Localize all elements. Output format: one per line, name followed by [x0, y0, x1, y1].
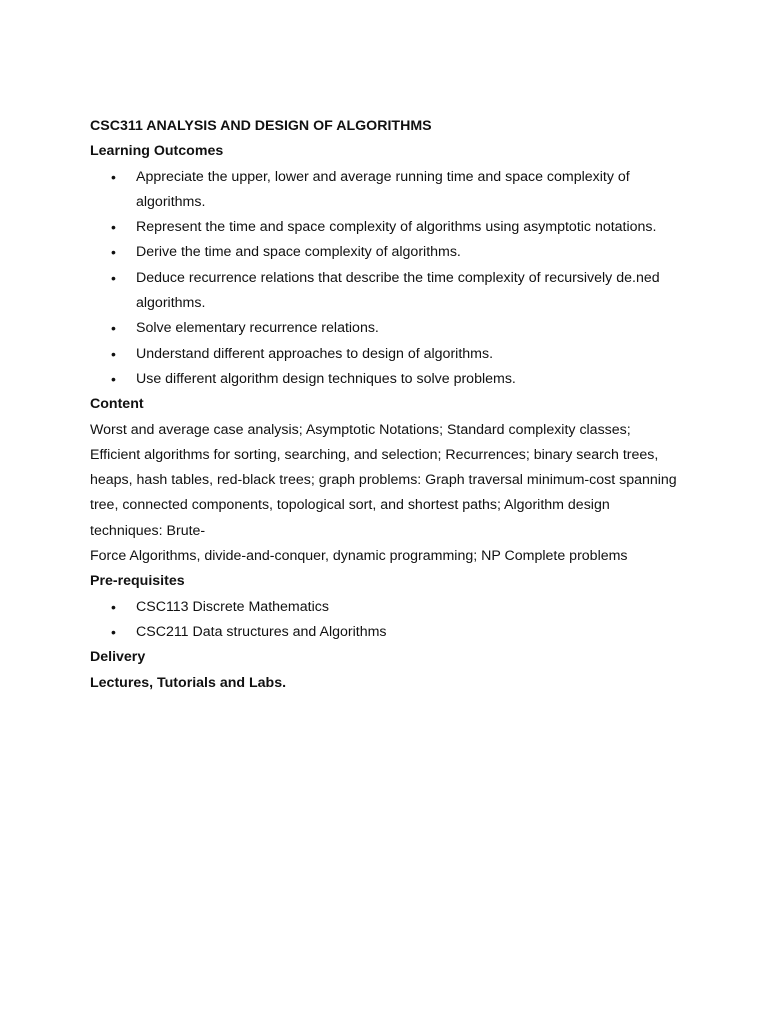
list-item — [90, 266, 690, 317]
list-item-text: Understand different approaches to design of algorithms. — [136, 345, 494, 362]
list-item-text: Use different algorithm design techniques to solve problems. — [136, 370, 516, 387]
content-heading: Content — [90, 396, 144, 413]
list-item-text: Deduce recurrence relations that describe the time complexity of recursively de.ned algorithms. — [136, 269, 660, 312]
bullet-icon: • — [111, 320, 116, 337]
list-item-text: CSC113 Discrete Mathematics — [136, 598, 329, 615]
list-item — [90, 215, 690, 240]
list-item-text: Appreciate the upper, lower and average running time and space complexity of algorithms. — [136, 168, 630, 210]
list-item — [90, 367, 690, 392]
learning-outcomes-heading: Learning Outcomes — [90, 143, 224, 160]
list-item-text: CSC211 Data structures and Algorithms — [136, 623, 387, 640]
bullet-icon: • — [111, 623, 116, 640]
list-item — [90, 165, 690, 216]
bullet-icon: • — [111, 370, 116, 387]
list-item — [90, 316, 690, 341]
list-item-text: Derive the time and space complexity of algorithms. — [136, 244, 461, 261]
course-title: CSC311 ANALYSIS AND DESIGN OF ALGORITHMS — [90, 118, 432, 134]
bullet-icon: • — [111, 345, 116, 362]
bullet-icon: • — [111, 168, 116, 185]
delivery-heading: Delivery — [90, 649, 146, 666]
bullet-icon: • — [111, 269, 116, 286]
learning-outcomes-list — [90, 165, 690, 393]
delivery-text: Lectures, Tutorials and Labs. — [90, 674, 287, 691]
prerequisites-heading: Pre-requisites — [90, 573, 185, 590]
content-paragraph-continued: Force Algorithms, divide-and-conquer, dynamic programming; NP Complete problems — [90, 548, 628, 565]
list-item — [90, 620, 690, 645]
bullet-icon: • — [111, 244, 116, 261]
bullet-icon: • — [111, 219, 116, 236]
prerequisites-list — [90, 595, 690, 646]
bullet-icon: • — [111, 598, 116, 615]
document-body — [90, 114, 690, 696]
list-item-text: Solve elementary recurrence relations. — [136, 320, 379, 337]
list-item — [90, 595, 690, 620]
list-item — [90, 240, 690, 265]
list-item — [90, 342, 690, 367]
list-item-text: Represent the time and space complexity of algorithms using asymptotic notations. — [136, 219, 657, 236]
content-paragraph: Worst and average case analysis; Asymptotic Notations; Standard complexity classes; Efficient algorithms for sorting, searching, and selection; Recurrences; binary search trees, heaps, hash tables, red-black trees; graph problems: Graph traversal minimum-cost spanning tree, connected components, topological sort, and shortest paths; Algorithm design techniques: Brute- — [90, 421, 677, 539]
